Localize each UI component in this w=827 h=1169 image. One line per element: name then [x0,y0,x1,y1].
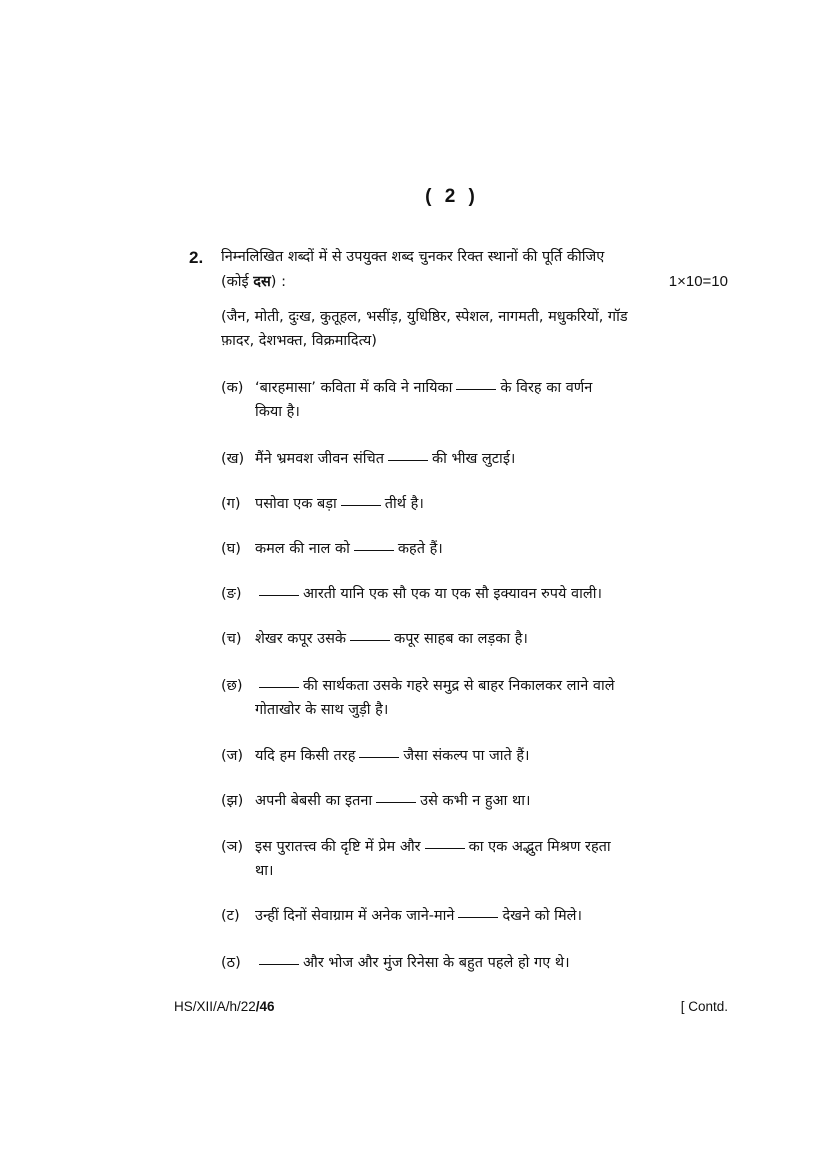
item-label: (ख) [221,451,245,467]
item-label: (घ) [221,541,241,557]
word-bank-line-2: फ़ादर, देशभक्त, विक्रमादित्य) [221,333,377,349]
fill-blank-item [221,582,691,606]
fill-blank-item [221,835,691,883]
item-label: (क) [221,380,244,396]
item-text-before: पसोवा एक बड़ा [255,496,337,512]
answer-blank [456,389,496,390]
item-text-continuation: किया है। [255,404,300,420]
paper-code-suffix: /46 [255,999,275,1014]
item-text-after: आरती यानि एक सौ एक या एक सौ इक्यावन रुपये वाली। [303,586,602,602]
answer-blank [341,505,381,506]
item-label: (ज) [221,748,244,764]
answer-blank [350,640,390,641]
choice-prefix: (कोई [221,274,254,290]
question-number: 2. [189,248,204,267]
fill-blank-item [221,537,691,561]
fill-blank-item [221,627,691,651]
item-label: (ठ) [221,955,241,971]
paper-code-prefix: HS/XII/A/h/22 [174,999,256,1014]
answer-blank [376,802,416,803]
item-text-before: अपनी बेबसी का इतना [255,793,373,809]
item-text-after: और भोज और मुंज रिनेसा के बहुत पहले हो गए थे। [303,955,570,971]
question-instruction: निम्नलिखित शब्दों में से उपयुक्त शब्द चुनकर रिक्त स्थानों की पूर्ति कीजिए [221,249,605,265]
item-text-after: कहते हैं। [397,541,443,557]
answer-blank [388,460,428,461]
item-text-after: की सार्थकता उसके गहरे समुद्र से बाहर निकालकर लाने वाले [303,678,615,694]
item-text-before: कमल की नाल को [255,541,350,557]
answer-blank [354,550,394,551]
item-label: (ग) [221,496,241,512]
item-text-after: देखने को मिले। [502,908,582,924]
item-text-after: कपूर साहब का लड़का है। [394,631,528,647]
answer-blank [425,848,465,849]
item-text-before: मैंने भ्रमवश जीवन संचित [255,451,384,467]
page-number: ( 2 ) [425,186,479,207]
question-marks: 1×10=10 [668,273,728,290]
item-text-after: की भीख लुटाई। [432,451,516,467]
item-text-before: ‘बारहमासा’ कविता में कवि ने नायिका [255,380,453,396]
item-text-continuation: था। [255,863,274,879]
item-label: (ङ) [221,586,242,602]
item-text-after: उसे कभी न हुआ था। [420,793,531,809]
fill-blank-item [221,744,691,768]
choice-suffix: ) : [270,274,286,290]
question-instruction-choice [221,272,286,292]
item-text-after: जैसा संकल्प पा जाते हैं। [403,748,530,764]
paper-code [174,999,275,1014]
fill-blank-item [221,492,691,516]
item-text-before: शेखर कपूर उसके [255,631,347,647]
fill-blank-item [221,376,691,424]
answer-blank [259,964,299,965]
answer-blank [259,595,299,596]
item-label: (ञ) [221,839,244,855]
item-text-after: का एक अद्भुत मिश्रण रहता [468,839,611,855]
continued-marker: [ Contd. [680,999,728,1014]
item-text-before: यदि हम किसी तरह [255,748,356,764]
fill-blank-item [221,447,691,471]
item-text-before: इस पुरातत्त्व की दृष्टि में प्रेम और [255,839,421,855]
item-text-after: के विरह का वर्णन [500,380,593,396]
answer-blank [458,917,498,918]
item-label: (ट) [221,908,240,924]
fill-blank-item [221,951,691,975]
word-bank-line-1: (जैन, मोती, दुःख, कुतूहल, भसींड़, युधिष्ठिर, स्पेशल, नागमती, मधुकरियों, गॉड [221,309,628,325]
item-text-continuation: गोताखोर के साथ जुड़ी है। [255,702,389,718]
item-label: (झ) [221,793,244,809]
item-text-after: तीर्थ है। [384,496,424,512]
fill-blank-item [221,674,691,722]
item-text-before: उन्हीं दिनों सेवाग्राम में अनेक जाने-माने [255,908,455,924]
fill-blank-item [221,904,691,928]
item-label: (च) [221,631,242,647]
answer-blank [359,757,399,758]
answer-blank [259,687,299,688]
choice-count: दस [253,274,271,290]
item-label: (छ) [221,678,243,694]
fill-blank-item [221,789,691,813]
